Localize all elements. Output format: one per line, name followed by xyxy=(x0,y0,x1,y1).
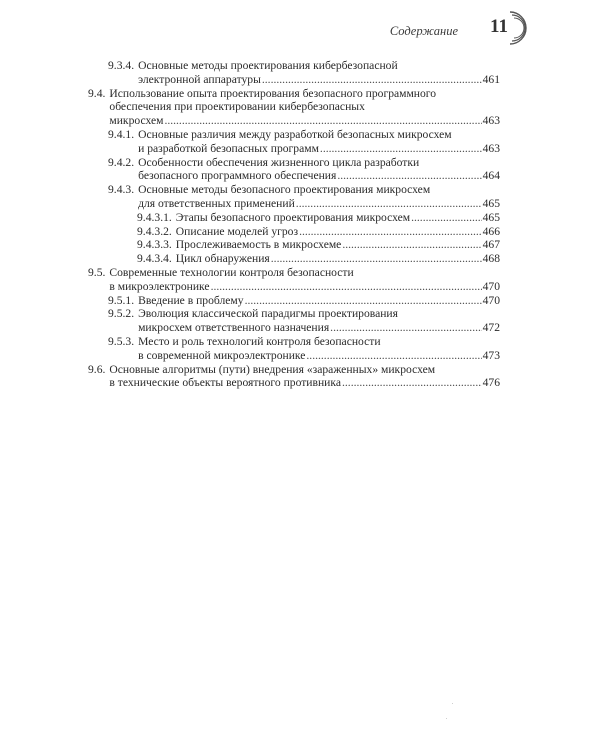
toc-leader-dots xyxy=(320,142,482,156)
toc-entry-title-line: Особенности обеспечения жизненного цикла разработки xyxy=(138,155,420,169)
toc-entry-last-line xyxy=(138,142,500,156)
toc-entry-title-line: микросхем ответственного назначения xyxy=(138,321,330,335)
scan-speck xyxy=(446,718,447,719)
toc-entry[interactable] xyxy=(88,238,500,252)
toc-entry-last-line xyxy=(109,280,500,294)
toc-entry-title-line: в микроэлектронике xyxy=(109,279,210,293)
toc-entry-last-line xyxy=(109,114,500,128)
toc-leader-dots xyxy=(299,225,482,239)
toc-entry-body xyxy=(172,238,500,252)
toc-entry-body xyxy=(172,211,500,225)
toc-entry-number: 9.4.3.4. xyxy=(137,252,172,266)
page-number: 11 xyxy=(490,16,508,37)
toc-entry-body xyxy=(105,87,500,128)
toc-entry-title-line: в современной микроэлектронике xyxy=(138,348,306,362)
toc-entry-title-line: и разработкой безопасных программ xyxy=(138,141,319,155)
toc-entry[interactable] xyxy=(88,294,500,308)
scan-speck xyxy=(452,703,453,704)
toc-entry-page: 463 xyxy=(482,114,500,128)
toc-entry-last-line xyxy=(138,349,500,363)
toc-entry-title-line: Основные различия между разработкой безопасных микросхем xyxy=(138,127,452,141)
toc-entry[interactable] xyxy=(88,59,500,87)
toc-entry-title-line: Основные методы проектирования кибербезопасной xyxy=(138,59,398,72)
toc-entry[interactable] xyxy=(88,211,500,225)
toc-entry-title-line: Основные методы безопасного проектирования микросхем xyxy=(138,183,431,197)
toc-entry-body xyxy=(134,307,500,335)
toc-entry-body xyxy=(134,59,500,87)
toc-entry[interactable] xyxy=(88,252,500,266)
toc-entry-number: 9.4.2. xyxy=(108,155,135,169)
toc-entry[interactable] xyxy=(88,225,500,239)
toc-entry-number: 9.5.3. xyxy=(108,334,135,348)
toc-entry-title-line: электронной аппаратуры xyxy=(138,72,261,86)
toc-entry-title-line: для ответственных применений xyxy=(138,196,295,210)
toc-entry-body xyxy=(134,294,500,308)
toc-entry-title-line: Место и роль технологий контроля безопасности xyxy=(138,334,381,348)
toc-entry-title-line: Современные технологии контроля безопасности xyxy=(109,265,354,279)
toc-entry-number: 9.4. xyxy=(88,86,106,100)
toc-entry-page: 465 xyxy=(482,210,500,224)
toc-entry-page: 468 xyxy=(482,252,500,266)
toc-entry-last-line xyxy=(138,73,500,87)
toc-entry-last-line xyxy=(176,252,500,266)
toc-entry-page: 467 xyxy=(482,238,500,252)
toc-entry-title-line: в технические объекты вероятного противника xyxy=(109,376,341,390)
toc-entry-title-line: обеспечения при проектировании кибербезопасных xyxy=(109,100,365,114)
toc-entry-last-line xyxy=(138,197,500,211)
toc-entry-title-line: микросхем xyxy=(109,114,164,128)
toc-entry-number: 9.4.3.3. xyxy=(137,238,172,252)
toc-entry-page: 472 xyxy=(482,321,500,335)
toc-entry-number: 9.4.3.1. xyxy=(137,210,172,224)
toc-entry-last-line xyxy=(138,169,500,183)
toc-entry-body xyxy=(105,363,500,391)
toc-entry[interactable] xyxy=(88,307,500,335)
toc-leader-dots xyxy=(342,238,481,252)
toc-leader-dots xyxy=(262,73,482,87)
toc-leader-dots xyxy=(271,252,482,266)
toc-entry-last-line xyxy=(138,321,500,335)
toc-entry-page: 464 xyxy=(482,169,500,183)
toc-entry-last-line xyxy=(176,225,500,239)
toc-entry-number: 9.3.4. xyxy=(108,59,135,72)
toc-entry[interactable] xyxy=(88,363,500,391)
toc-entry-body xyxy=(172,252,500,266)
toc-leader-dots xyxy=(411,211,482,225)
toc-entry-page: 466 xyxy=(482,224,500,238)
toc-leader-dots xyxy=(306,349,481,363)
toc-entry-page: 470 xyxy=(482,279,500,293)
toc-entry[interactable] xyxy=(88,128,500,156)
toc-entry-page: 473 xyxy=(482,348,500,362)
toc-entry-body xyxy=(172,225,500,239)
toc-entry-page: 463 xyxy=(482,141,500,155)
toc-entry-title-line: Основные алгоритмы (пути) внедрения «зараженных» микросхем xyxy=(109,362,436,376)
toc-entry-number: 9.4.1. xyxy=(108,127,135,141)
toc-entry-body xyxy=(134,183,500,211)
toc-entry-title-line: Эволюция классической парадигмы проектирования xyxy=(138,307,398,321)
toc-entry-last-line xyxy=(176,238,500,252)
toc-entry-page: 470 xyxy=(482,293,500,307)
toc-entry[interactable] xyxy=(88,335,500,363)
toc-leader-dots xyxy=(337,169,481,183)
toc-entry-number: 9.4.3. xyxy=(108,183,135,197)
toc-entry-page: 461 xyxy=(482,72,500,86)
toc-entry[interactable] xyxy=(88,156,500,184)
toc-entry[interactable] xyxy=(88,183,500,211)
toc-entry-body xyxy=(134,156,500,184)
toc-entry-title-line: Использование опыта проектирования безопасного программного xyxy=(109,86,437,100)
toc-entry-title-line: Этапы безопасного проектирования микросхем xyxy=(175,210,411,224)
toc-entry-body xyxy=(134,335,500,363)
toc-entry-title-line: безопасного программного обеспечения xyxy=(138,169,337,183)
header-section-title: Содержание xyxy=(389,24,458,38)
toc-entry-page: 476 xyxy=(482,376,500,390)
toc-entry[interactable] xyxy=(88,87,500,128)
toc-entry-title-line: Прослеживаемость в микросхеме xyxy=(175,238,342,252)
toc-entry-number: 9.6. xyxy=(88,362,106,376)
toc-entry-number: 9.4.3.2. xyxy=(137,224,172,238)
toc-entry-title-line: Введение в проблему xyxy=(138,293,244,307)
toc-leader-dots xyxy=(211,280,482,294)
toc-entry-last-line xyxy=(176,211,500,225)
toc-leader-dots xyxy=(245,294,482,308)
toc-entry-title-line: Описание моделей угроз xyxy=(175,224,299,238)
toc-entry-body xyxy=(134,128,500,156)
toc-entry-last-line xyxy=(138,294,500,308)
toc-entry-number: 9.5.2. xyxy=(108,307,135,321)
table-of-contents xyxy=(88,59,500,390)
toc-entry-title-line: Цикл обнаружения xyxy=(175,252,270,266)
toc-entry-page: 465 xyxy=(482,196,500,210)
toc-entry-number: 9.5. xyxy=(88,265,106,279)
toc-entry-number: 9.5.1. xyxy=(108,293,135,307)
toc-leader-dots xyxy=(330,321,481,335)
toc-entry-last-line xyxy=(109,376,500,390)
toc-entry-body xyxy=(105,266,500,294)
toc-leader-dots xyxy=(164,114,481,128)
toc-leader-dots xyxy=(296,197,482,211)
toc-entry[interactable] xyxy=(88,266,500,294)
toc-leader-dots xyxy=(342,376,482,390)
